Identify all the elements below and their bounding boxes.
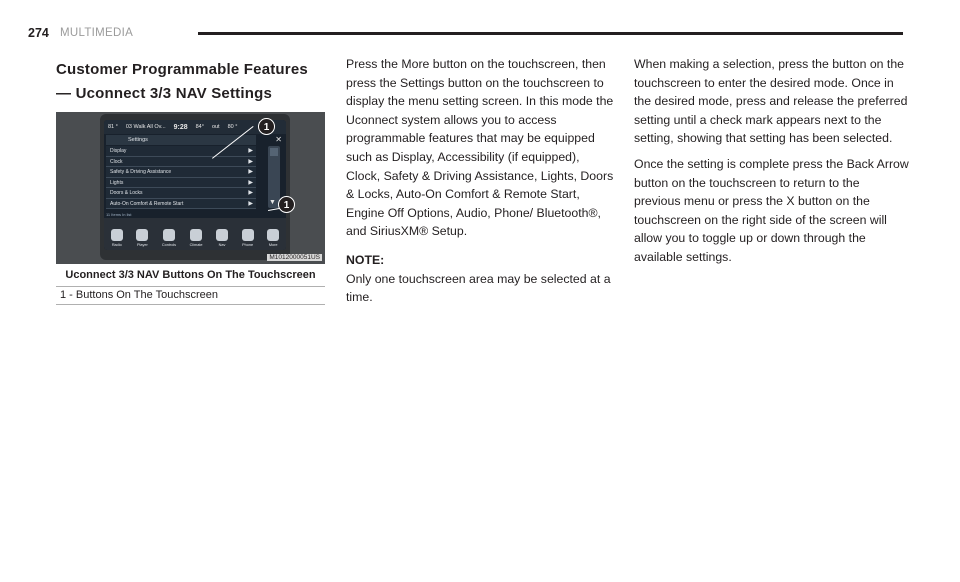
bar-button-climate: Climate — [190, 229, 203, 247]
chevron-right-icon: ▶ — [248, 200, 253, 207]
bar-button-radio: Radio — [111, 229, 123, 247]
settings-item-lights: Lights ▶ — [106, 178, 256, 189]
screen-scrollbar — [268, 146, 280, 208]
text-column-3 — [634, 55, 909, 274]
settings-item-display: Display ▶ — [106, 146, 256, 157]
paragraph-setting-complete: Once the setting is complete press the Back Arrow button on the touchscreen to return to the previous menu or press the X button on the touchscreen on the right side of the screen will allow you to toggle up or down through the available settings. — [634, 156, 909, 264]
figure-code: M1012000051US — [269, 254, 320, 261]
paragraph-making-selection: When making a selection, press the button on the touchscreen to enter the desired mode. Once in the desired mode, press and release the preferred setting until a check mark appears next to the setting, showing that setting has been selected. — [634, 57, 908, 146]
header-rule — [198, 32, 903, 35]
phone-icon — [242, 229, 254, 241]
paragraph-settings-intro: Press the More button on the touchscreen, then press the Settings button on the touchscreen to display the menu setting screen. In this mode the Uconnect system allows you to access programmable features that may be equipped such as Display, Accessibility (if equipped), Clock, Safety & Driving Assistance, Lights, Doors & Locks, Auto-On Comfort & Remote Start, Engine Off Options, Audio, Phone/ Bluetooth®, and SiriusXM® Setup. — [346, 57, 614, 239]
note-text: Only one touchscreen area may be selected at a time. — [346, 271, 611, 305]
right-temp: 80 ° — [227, 124, 238, 130]
bar-button-nav: Nav — [216, 229, 228, 247]
chevron-right-icon: ▶ — [248, 158, 253, 165]
figure-caption: Uconnect 3/3 NAV Buttons On The Touchscreen — [65, 269, 316, 281]
items-in-list-note: 11 Items In list — [106, 212, 132, 217]
screen-bottom-bar — [104, 218, 286, 250]
inside-temp-label: out — [211, 124, 220, 130]
screen-clock: 9:28 — [173, 123, 188, 131]
scroll-down-icon: ▼ — [269, 199, 276, 206]
section-name: MULTIMEDIA — [60, 26, 134, 39]
text-column-2 — [346, 55, 616, 314]
settings-item-safety: Safety & Driving Assistance ▶ — [106, 167, 256, 178]
chevron-right-icon: ▶ — [248, 190, 253, 196]
settings-item-doors-locks: Doors & Locks ▶ — [106, 188, 256, 199]
touchscreen-display — [104, 120, 286, 250]
chevron-right-icon: ▶ — [248, 148, 253, 154]
climate-icon — [190, 229, 202, 241]
bar-button-phone: Phone — [242, 229, 254, 247]
radio-icon — [111, 229, 123, 241]
section-title: Customer Programmable Features — Uconnect 3/3 NAV Settings — [56, 61, 308, 102]
nav-icon — [216, 229, 228, 241]
scroll-up-icon — [270, 148, 278, 156]
figure-legend: 1 - Buttons On The Touchscreen — [60, 289, 218, 301]
callout-1: 1 — [258, 118, 275, 135]
bar-button-controls: Controls — [162, 229, 176, 247]
bar-button-player: Player — [136, 229, 148, 247]
screen-settings-title: Settings — [106, 135, 256, 145]
inside-temp: 84° — [195, 124, 204, 130]
bar-button-more: More — [267, 229, 279, 247]
callout-2: 1 — [278, 196, 295, 213]
track-name: 03 Walk All Ov... — [125, 124, 166, 130]
caption-rule-bottom — [56, 304, 325, 305]
note-heading: NOTE: — [346, 252, 385, 267]
settings-item-clock: Clock ▶ — [106, 157, 256, 168]
touchscreen-figure — [56, 112, 325, 264]
settings-item-auto-on-comfort: Auto-On Comfort & Remote Start ▶ — [106, 199, 256, 210]
more-icon — [267, 229, 279, 241]
close-icon: ✕ — [275, 135, 282, 144]
chevron-right-icon: ▶ — [248, 179, 253, 186]
controls-icon — [163, 229, 175, 241]
settings-menu-list — [106, 146, 256, 209]
page-header — [28, 26, 903, 42]
outside-temp: 81 ° — [108, 124, 118, 130]
caption-rule-top — [56, 286, 325, 287]
player-icon — [136, 229, 148, 241]
chevron-right-icon: ▶ — [248, 169, 253, 175]
page-number: 274 — [28, 26, 49, 40]
